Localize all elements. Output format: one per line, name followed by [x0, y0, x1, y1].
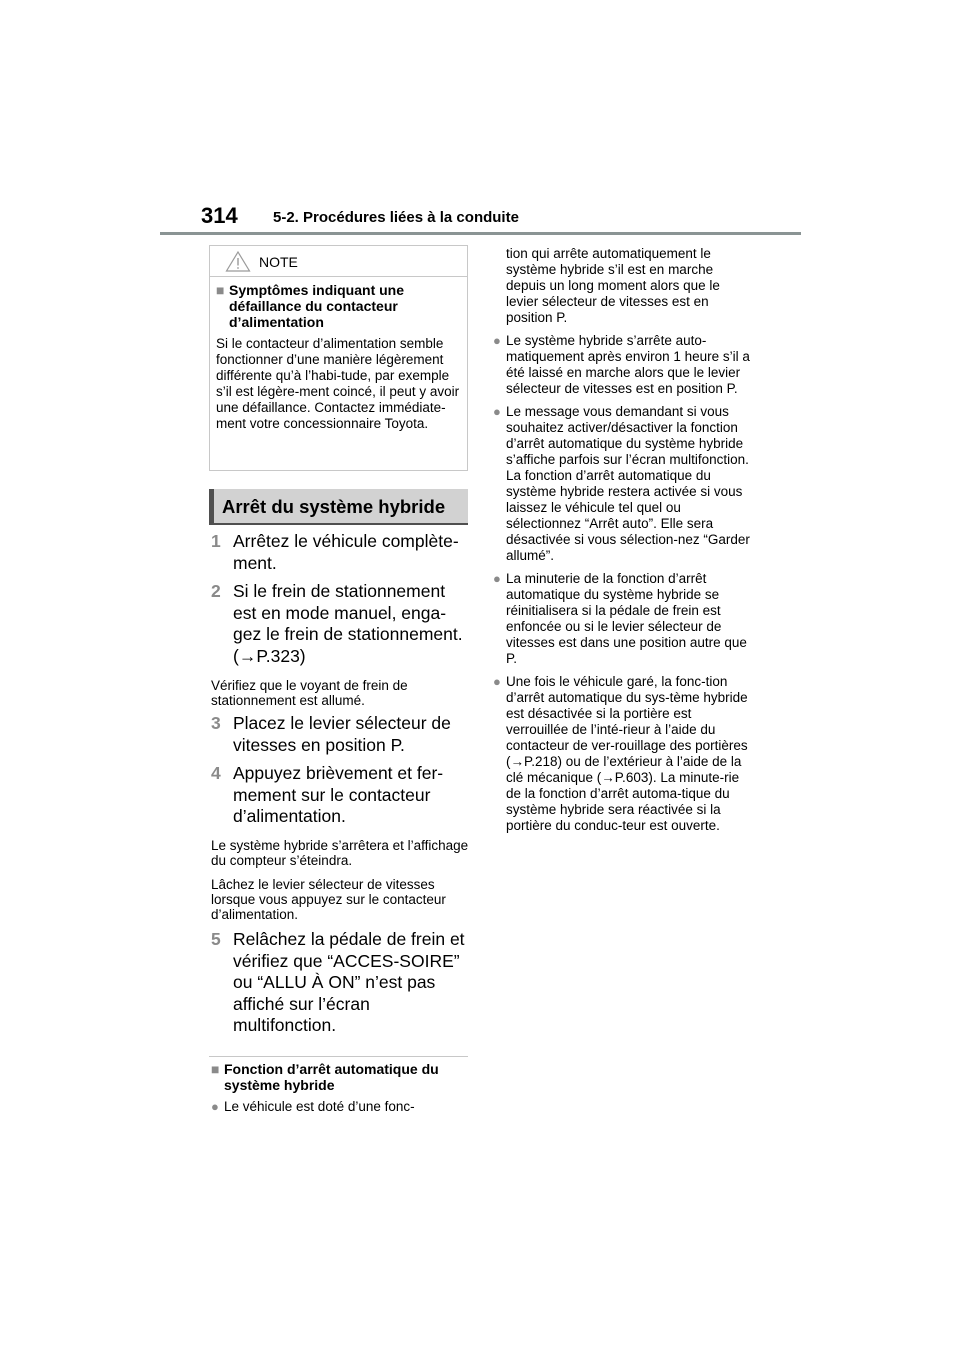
page-number: 314 — [201, 203, 238, 228]
step-number: 2 — [211, 581, 221, 601]
note-box — [209, 245, 468, 471]
bullet-item: ● Le système hybride s’arrête auto-matiquement après environ 1 heure s’il a été laissé en marche alors que le levier sélecteur de vitesses est en position P. — [493, 333, 750, 396]
step-4-note-a: Le système hybride s’arrêtera et l’affichage du compteur s’éteindra. — [211, 838, 469, 868]
note-header — [210, 246, 467, 277]
step-4-note-b: Lâchez le levier sélecteur de vitesses lorsque vous appuyez sur le contacteur d’alimentation. — [211, 877, 446, 922]
warning-triangle-icon — [225, 250, 251, 272]
round-bullet-icon: ● — [493, 674, 501, 689]
round-bullet-icon: ● — [493, 571, 501, 586]
step-number: 3 — [211, 713, 221, 733]
step-number: 4 — [211, 763, 221, 783]
step-3 — [211, 713, 469, 756]
round-bullet-icon: ● — [493, 404, 501, 419]
step-text: Placez le levier sélecteur de vitesses en position P. — [233, 713, 451, 755]
round-bullet-icon: ● — [211, 1099, 219, 1114]
bullet-paragraph: La fonction d’arrêt automatique du système hybride restera activée si vous laissez le véhicule tel quel ou sélectionnez “Arrêt auto”. Elle sera désactivée si vous sélection-nez “Garder allumé”. — [506, 468, 750, 563]
header-rule — [160, 232, 801, 235]
square-bullet-icon: ■ — [211, 1061, 220, 1077]
banner-accent-bar — [209, 489, 214, 523]
step-text: Relâchez la pédale de frein et vérifiez que “ACCES-SOIRE” ou “ALLU À ON” n’est pas affiché sur l’écran multifonction. — [233, 929, 465, 1035]
bullet-continuation: tion qui arrête automatiquement le système hybride s’il est en marche depuis un long moment alors que le levier sélecteur de vitesses est en position P. — [506, 246, 720, 325]
banner-title: Arrêt du système hybride — [222, 496, 446, 517]
step-number: 5 — [211, 929, 221, 949]
step-1 — [211, 531, 469, 574]
bullet-paragraph: Le message vous demandant si vous souhaitez activer/désactiver la fonction d’arrêt automatique du système hybride s’affiche parfois sur l’écran multifonction. — [506, 404, 749, 467]
step-text: Si le frein de stationnement est en mode manuel, enga-gez le frein de stationnement. (→P.323) — [233, 581, 463, 666]
step-5 — [211, 929, 469, 1037]
step-4 — [211, 763, 469, 828]
bullet-item: ● Le véhicule est doté d’une fonc- — [211, 1099, 415, 1114]
function-subtitle: ■ Fonction d’arrêt automatique du système hybride — [211, 1061, 439, 1093]
step-2-note: Vérifiez que le voyant de frein de stationnement est allumé. — [211, 678, 408, 708]
section-title: 5-2. Procédures liées à la conduite — [273, 209, 519, 226]
subsection-rule — [209, 1056, 468, 1057]
bullet-item: ● Une fois le véhicule garé, la fonc-tion d’arrêt automatique du sys-tème hybride est désactivée si la portière est verrouillée de l’inté-rieur à l’aide du contacteur de ver-rouillage des portières (→P.218) ou de l’extérieur à l’aide de la clé mécanique (→P.603). La minute-rie de la fonction d’arrêt automa-tique du système hybride sera réactivée si la portière du conduc-teur est ouverte. — [493, 674, 748, 833]
step-number: 1 — [211, 531, 221, 551]
note-label: NOTE — [259, 254, 298, 270]
note-subtitle: ■ Symptômes indiquant une défaillance du contacteur d’alimentation — [216, 282, 405, 330]
step-text: Appuyez brièvement et fer-mement sur le contacteur d’alimentation. — [233, 763, 444, 826]
note-body: Si le contacteur d’alimentation semble fonctionner d’une manière légèrement différente qu’à l’habi-tude, par exemple s’il est légère-ment coincé, il peut y avoir une défaillance. Contactez immédiate-ment votre concessionnaire Toyota. — [216, 336, 460, 431]
section-banner — [209, 489, 468, 525]
bullet-item — [493, 404, 755, 564]
step-text: Arrêtez le véhicule complète-ment. — [233, 531, 459, 573]
bullet-item: ● La minuterie de la fonction d’arrêt automatique du système hybride se réinitialisera si la pédale de frein est enfoncée ou si le levier sélecteur de vitesses est dans une position autre que P. — [493, 571, 747, 666]
right-column — [493, 246, 755, 841]
round-bullet-icon: ● — [493, 333, 501, 348]
step-2 — [211, 581, 469, 667]
square-bullet-icon: ■ — [216, 282, 225, 298]
